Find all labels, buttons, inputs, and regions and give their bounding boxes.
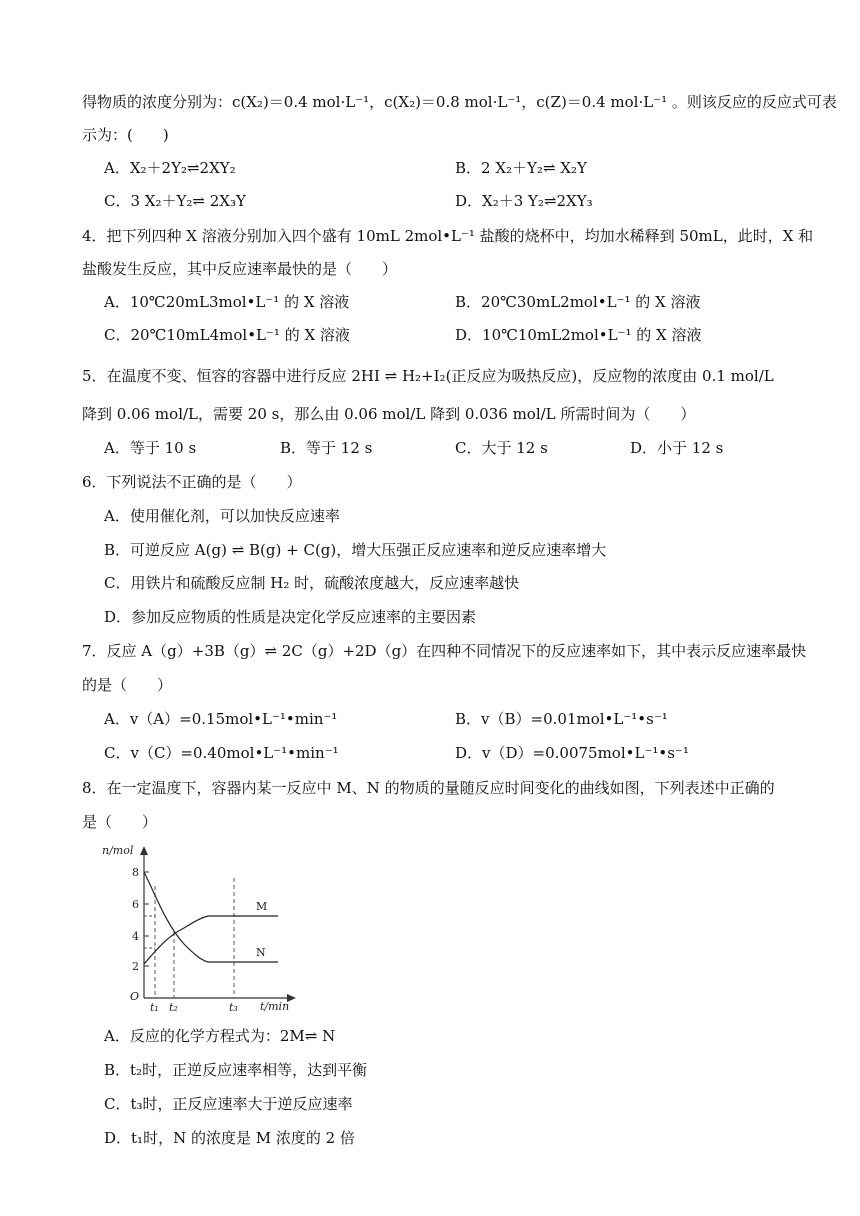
q8-option-b: B．t₂时，正逆反应速率相等，达到平衡 xyxy=(104,1061,368,1079)
curve-n-label: N xyxy=(256,946,266,959)
y-tick-label-6: 6 xyxy=(132,898,139,911)
q6-option-c: C．用铁片和硫酸反应制 H₂ 时，硫酸浓度越大，反应速率越快 xyxy=(104,574,520,592)
q8-figure xyxy=(100,838,300,1014)
q8-stem-line2: 是（ ） xyxy=(82,813,158,831)
q4-option-c: C．20℃10mL4mol•L⁻¹ 的 X 溶液 xyxy=(104,326,350,344)
q6-option-b: B．可逆反应 A(g) ⇌ B(g) + C(g)，增大压强正反应速率和逆反应速率增大 xyxy=(104,541,607,559)
q7-option-c: C．v（C）=0.40mol•L⁻¹•min⁻¹ xyxy=(104,744,339,762)
x-tick-label-t1: t₁ xyxy=(150,1001,159,1014)
q7-option-b: B．v（B）=0.01mol•L⁻¹•s⁻¹ xyxy=(455,710,668,728)
q6-stem: 6．下列说法不正确的是（ ） xyxy=(82,473,302,491)
q4-stem-line1: 4．把下列四种 X 溶液分别加入四个盛有 10mL 2mol•L⁻¹ 盐酸的烧杯中，均加水稀释到 50mL，此时，X 和 xyxy=(82,227,814,245)
q8-stem-line1: 8．在一定温度下，容器内某一反应中 M、N 的物质的量随反应时间变化的曲线如图，下列表述中正确的 xyxy=(82,779,775,797)
q5-stem-line1: 5．在温度不变、恒容的容器中进行反应 2HI ⇌ H₂+I₂(正反应为吸热反应)，反应物的浓度由 0.1 mol/L xyxy=(82,367,774,385)
q4-stem-line2: 盐酸发生反应，其中反应速率最快的是（ ） xyxy=(82,260,398,278)
q4-option-a: A．10℃20mL3mol•L⁻¹ 的 X 溶液 xyxy=(104,293,350,311)
x-axis-label: t/min xyxy=(260,1000,290,1013)
q8-option-a: A．反应的化学方程式为：2M⇌ N xyxy=(104,1027,336,1045)
q3-stem-line2: 示为：( ) xyxy=(82,126,169,144)
q7-stem-line1: 7．反应 A（g）+3B（g）⇌ 2C（g）+2D（g）在四种不同情况下的反应速率如下，其中表示反应速率最快 xyxy=(82,642,807,660)
q8-graph-svg xyxy=(100,838,300,1014)
q5-option-c: C．大于 12 s xyxy=(455,439,548,457)
y-tick-label-2: 2 xyxy=(132,960,139,973)
y-axis-label: n/mol xyxy=(102,844,134,857)
y-tick-label-4: 4 xyxy=(132,930,139,943)
origin-label: O xyxy=(130,990,140,1003)
x-tick-label-t3: t₃ xyxy=(229,1001,238,1014)
q6-option-a: A．使用催化剂，可以加快反应速率 xyxy=(104,507,340,525)
curve-m-label: M xyxy=(256,900,268,913)
q5-option-d: D．小于 12 s xyxy=(630,439,724,457)
q3-stem-line1: 得物质的浓度分别为：c(X₂)＝0.4 mol·L⁻¹，c(X₂)＝0.8 mol·L⁻¹，c(Z)＝0.4 mol·L⁻¹ 。则该反应的反应式可表 xyxy=(82,93,837,111)
q7-stem-line2: 的是（ ） xyxy=(82,676,173,694)
q7-option-d: D．v（D）=0.0075mol•L⁻¹•s⁻¹ xyxy=(455,744,689,762)
q3-option-b: B．2 X₂＋Y₂⇌ X₂Y xyxy=(455,159,587,177)
q4-option-d: D．10℃10mL2mol•L⁻¹ 的 X 溶液 xyxy=(455,326,702,344)
q7-option-a: A．v（A）=0.15mol•L⁻¹•min⁻¹ xyxy=(104,710,338,728)
q4-option-b: B．20℃30mL2mol•L⁻¹ 的 X 溶液 xyxy=(455,293,701,311)
y-tick-label-8: 8 xyxy=(132,866,139,879)
q8-option-d: D．t₁时，N 的浓度是 M 浓度的 2 倍 xyxy=(104,1129,355,1147)
q3-option-c: C．3 X₂＋Y₂⇌ 2X₃Y xyxy=(104,192,246,210)
x-tick-label-t2: t₂ xyxy=(169,1001,178,1014)
q5-stem-line2: 降到 0.06 mol/L，需要 20 s，那么由 0.06 mol/L 降到 0.036 mol/L 所需时间为（ ） xyxy=(82,405,696,423)
q6-option-d: D．参加反应物质的性质是决定化学反应速率的主要因素 xyxy=(104,608,477,626)
q3-option-a: A．X₂＋2Y₂⇌2XY₂ xyxy=(104,159,236,177)
q8-option-c: C．t₃时，正反应速率大于逆反应速率 xyxy=(104,1095,353,1113)
y-axis-arrow xyxy=(140,846,148,855)
q5-option-b: B．等于 12 s xyxy=(280,439,373,457)
q3-option-d: D．X₂＋3 Y₂⇌2XY₃ xyxy=(455,192,593,210)
q5-option-a: A．等于 10 s xyxy=(104,439,197,457)
